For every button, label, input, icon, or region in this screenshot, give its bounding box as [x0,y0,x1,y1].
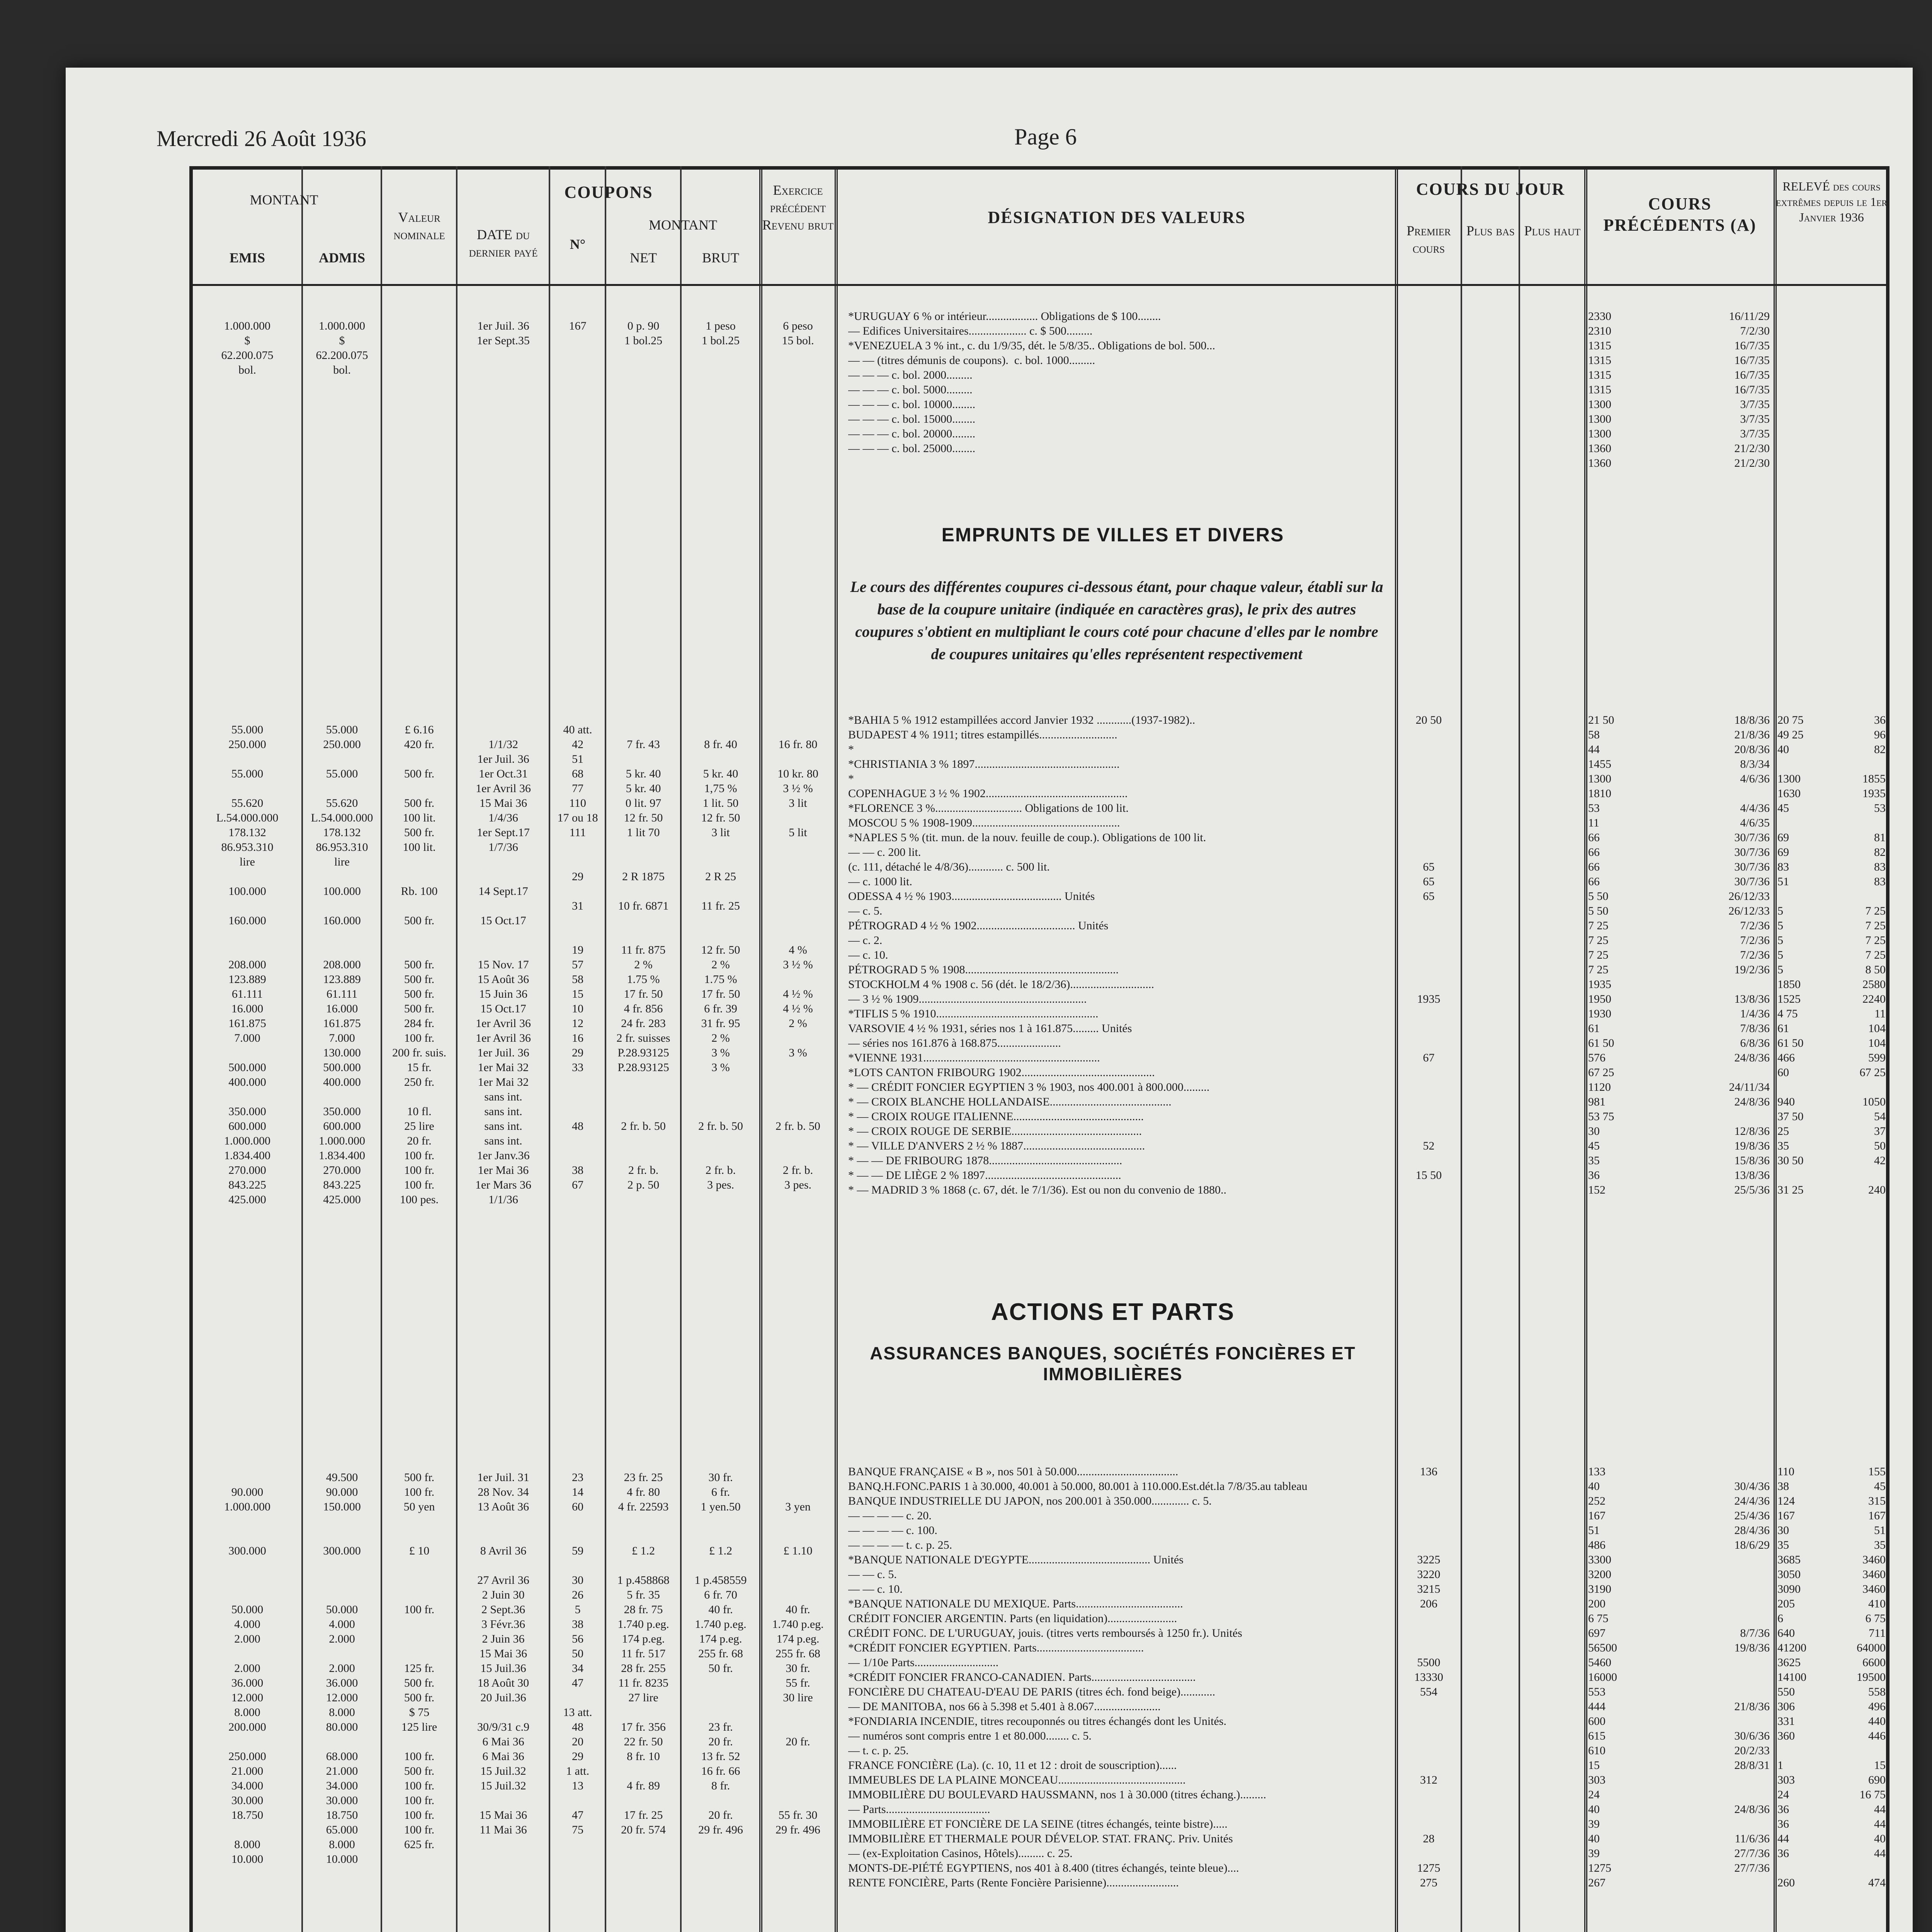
block3-admis: 49.500 90.000 150.000 300.000 50.000 4.000 2.000 2.000 36.000 12.000 8.000 80.000 68.000 21.000 34.000 30.000 18.750 65.000 8.000 10.000 [323,1471,361,1866]
block3-exercice: 3 yen £ 1.10 40 fr. 1.740 p.eg. 174 p.eg. 255 fr. 68 30 fr. 55 fr. 30 lire 20 fr. 55 fr. 30 29 fr. 496 [772,1500,824,1836]
header-releve: RELEVÉ des cours extrêmes depuis le 1er Janvier 1936 [1776,179,1888,224]
header-plus-bas: Plus bas [1466,223,1515,238]
block2-net: 7 fr. 43 5 kr. 40 5 kr. 40 0 lit. 97 12 fr. 50 1 lit 70 2 R 1875 10 fr. 6871 11 fr. 875 2 % 1.75 % 17 fr. 50 4 fr. 856 24 fr. 283 2 fr. suisses P.28.93125 P.28.93125 2 fr. b. 50 2 fr. b. 2 p. 50 [616,738,670,1191]
header-designation: DÉSIGNATION DES VALEURS [988,208,1246,227]
header-admis: ADMIS [318,250,365,265]
block1-brut: 1 peso 1 bol.25 [701,320,740,347]
block3-num: 23 14 60 59 30 26 5 38 56 50 34 47 13 att. 48 20 29 1 att. 13 47 75 [563,1471,592,1836]
block3-designation: BANQUE FRANÇAISE « B », nos 501 à 50.000................................... BANQ.H.FONC.PARIS 1 à 30.000, 40.001 à 50.000, 80.001 à 110.000.Est.dét.la 7/8/35.au tableau BANQUE INDUSTRIELLE DU JAPON, nos 200.001 à 350.000............. c. 5. — — — — c. 20. — — — — c. 100. — — — — t. c. p. 25. *BANQUE NATIONALE D'EGYPTE.......................................... Unités — — c. 5. — — c. 10. *BANQUE NATIONALE DU MEXIQUE. Parts..................................... CRÉDIT FONCIER ARGENTIN. Parts (en liquidation)........................ CRÉDIT FONC. DE L'URUGUAY, jouis. (titres verts remboursés à 1250 fr.). Unités *CRÉDIT FONCIER EGYPTIEN. Parts..................................... — 1/10e Parts............................. *CRÉDIT FONCIER FRANCO-CANADIEN. Parts.................................... FONCIÈRE DU CHATEAU-D'EAU DE PARIS (titres éch. fond beige)............ — DE MANITOBA, nos 66 à 5.398 et 5.401 à 8.067....................... *FONDIARIA INCENDIE, titres recouponnés ou titres échangés dont les Unités. — numéros sont compris entre 1 et 80.000........ c. 5. — t. c. p. 25. FRANCE FONCIÈRE (La). (c. 10, 11 et 12 : droit de souscription)...... IMMEUBLES DE LA PLAINE MONCEAU............................................ IMMOBILIÈRE DU BOULEVARD HAUSSMANN, nos 1 à 30.000 (titres échang.)......... — Parts.................................... IMMOBILIÈRE ET FONCIÈRE DE LA SEINE (titres échangés, teinte bistre)..... IMMOBILIÈRE ET THERMALE POUR DÉVELOP. STAT. FRANÇ. Priv. Unités — (ex-Exploitation Casinos, Hôtels)......... c. 25. MONTS-DE-PIÉTÉ EGYPTIENS, nos 401 à 8.400 (titres échangés, teinte bleue).... RENTE FONCIÈRE, Parts (Rente Foncière Parisienne)......................... [848,1465,1308,1889]
block3-releve-haut: 155 45 315 167 51 35 3460 3460 3460 410 6 75 711 64000 6600 19500 558 496 440 446 15 690 16 75 44 44 40 44 474 [1857,1465,1886,1889]
col-sep [1774,166,1777,1932]
col-sep [1584,166,1587,1932]
header-cours-du-jour: COURS DU JOUR [1416,180,1565,199]
block2-date: 1/1/32 1er Juil. 36 1er Oct.31 1er Avril 36 15 Mai 36 1/4/36 1er Sept.17 1/7/36 14 Sept.17 15 Oct.17 15 Nov. 17 15 Août 36 15 Juin 36 15 Oct.17 1er Avril 36 1er Avril 36 1er Juil. 36 1er Mai 32 1er Mai 32 sans int. sans int. sans int. sans int. 1er Janv.36 1er Mai 36 1er Mars 36 1/1/36 [475,738,531,1206]
block2-admis: 55.000 250.000 55.000 55.620 L.54.000.000 178.132 86.953.310 lire 100.000 160.000 208.000 123.889 61.111 16.000 161.875 7.000 130.000 500.000 400.000 350.000 600.000 1.000.000 1.834.400 270.000 843.225 425.000 [311,723,373,1206]
block2-premier-cours: 20 50 65 65 65 1935 67 52 15 50 [1415,714,1442,1182]
block1-releve-date: 16/11/29 7/2/30 16/7/35 16/7/35 16/7/35 16/7/35 3/7/35 3/7/35 3/7/35 21/2/30 21/2/30 [1729,310,1770,469]
block1-exercice: 6 peso 15 bol. [782,320,814,347]
col-sep [456,166,457,1932]
block2-designation: *BAHIA 5 % 1912 estampillées accord Janvier 1932 ............(1937-1982).. BUDAPEST 4 % 1911; titres estampillés........................... * *CHRISTIANIA 3 % 1897.................................................. * COPENHAGUE 3 ½ % 1902................................................. *FLORENCE 3 %.............................. Obligations de 100 lit. MOSCOU 5 % 1908-1909................................................... *NAPLES 5 % (tit. mun. de la nouv. feuille de coup.). Obligations de 100 lit. — — c. 200 lit. (c. 111, détaché le 4/8/36)............ c. 500 lit. — c. 1000 lit. ODESSA 4 ½ % 1903...................................... Unités — c. 5. PÉTROGRAD 4 ½ % 1902.................................. Unités — c. 2. — c. 10. PÉTROGRAD 5 % 1908..................................................... STOCKHOLM 4 % 1908 c. 56 (dét. le 18/2/36)............................. — 3 ½ % 1909.......................................................... *TIFLIS 5 % 1910........................................................ VARSOVIE 4 ½ % 1931, séries nos 1 à 161.875......... Unités — séries nos 161.876 à 168.875...................... *VIENNE 1931............................................................. *LOTS CANTON FRIBOURG 1902.............................................. * — CRÉDIT FONCIER EGYPTIEN 3 % 1903, nos 400.001 à 800.000......... * — CROIX BLANCHE HOLLANDAISE.......................................... * — CROIX ROUGE ITALIENNE............................................. * — CROIX ROUGE DE SERBIE............................................. * — VILLE D'ANVERS 2 ½ % 1887.......................................... * — — DE FRIBOURG 1878.............................................. * — — DE LIÈGE 2 % 1897............................................... * — MADRID 3 % 1868 (c. 67, dét. le 7/1/36). Est ou non du convenio de 1880.. [848,714,1227,1196]
block1-precedents: 2330 2310 1315 1315 1315 1315 1300 1300 1300 1360 1360 [1588,310,1611,469]
header-numero: N° [570,236,586,252]
block1-net: 0 p. 90 1 bol.25 [624,320,663,347]
header-brut: BRUT [702,250,739,265]
section-assurances: ASSURANCES BANQUES, SOCIÉTÉS FONCIÈRES ET IMMOBILIÈRES [870,1343,1356,1384]
header-exercice: Exercice précédent Revenu brut [762,182,834,233]
col-sep [835,166,838,1932]
header-plus-haut: Plus haut [1524,223,1581,238]
block3-releve-date: 30/4/36 24/4/36 25/4/36 28/4/36 18/6/29 8/7/36 19/8/36 21/8/36 30/6/36 20/2/33 28/8/31 24/8/36 11/6/36 27/7/36 27/7/36 [1734,1480,1770,1874]
section-emprunts: EMPRUNTS DE VILLES ET DIVERS [941,524,1284,546]
header-montant-coupon: MONTANT [648,217,718,233]
col-sep [1461,166,1462,1932]
block3-precedents: 133 40 252 167 51 486 3300 3200 3190 200 6 75 697 56500 5460 16000 553 444 600 615 610 15 303 24 40 39 40 39 1275 267 [1588,1465,1617,1889]
page-date: Mercredi 26 Août 1936 [156,126,366,151]
header-nominal: Valeur nominale [393,209,445,242]
header-coupons: COUPONS [564,183,653,202]
section-actions: ACTIONS ET PARTS [991,1299,1235,1325]
col-sep [549,166,550,1932]
block2-nominal: £ 6.16 420 fr. 500 fr. 500 fr. 100 lit. 500 fr. 100 lit. Rb. 100 500 fr. 500 fr. 500 fr. 500 fr. 500 fr. 284 fr. 100 fr. 200 fr. suis. 15 fr. 250 fr. 10 fl. 25 lire 20 fr. 100 fr. 100 fr. 100 fr. 100 pes. [392,723,446,1206]
block3-premier-cours: 136 3225 3220 3215 206 5500 13330 554 312 28 1275 275 [1414,1465,1443,1889]
block3-date: 1er Juil. 31 28 Nov. 34 13 Août 36 8 Avril 36 27 Avril 36 2 Juin 30 2 Sept.36 3 Févr.36 2 Juin 36 15 Mai 36 15 Juil.36 18 Août 30 20 Juil.36 30/9/31 c.9 6 Mai 36 6 Mai 36 15 Juil.32 15 Juil.32 15 Mai 36 11 Mai 36 [477,1471,529,1836]
block1-emis: 1.000.000 $ 62.200.075 bol. [221,320,274,376]
header-date-paye: DATE du dernier payé [469,227,538,260]
block2-exercice: 16 fr. 80 10 kr. 80 3 ½ % 3 lit 5 lit 4 % 3 ½ % 4 ½ % 4 ½ % 2 % 3 % 2 fr. b. 50 2 fr. b. 3 pes. [776,738,820,1191]
col-sep [605,166,606,1932]
header-net: NET [630,250,657,265]
header-rule [189,284,1889,286]
block1-admis: 1.000.000 $ 62.200.075 bol. [316,320,368,376]
block3-emis: 90.000 1.000.000 300.000 50.000 4.000 2.000 2.000 36.000 12.000 8.000 200.000 250.000 21.000 34.000 30.000 18.750 8.000 10.000 [224,1486,270,1866]
emprunts-note: Le cours des différentes coupures ci-dessous étant, pour chaque valeur, établi sur la base de la coupure unitaire (indiquée en caractères gras), le prix des autres coupures s'obtient en multipliant le cours coté pour chacune d'elles par le nombre de coupures unitaires qu'elles représentent respectivement [850,578,1383,663]
col-sep [381,166,382,1932]
block2-releve-haut: 36 96 82 1855 1935 53 81 82 83 83 7 25 7 25 7 25 7 25 8 50 2580 2240 11 104 104 599 67 25 1050 54 37 50 42 240 [1859,714,1886,1196]
header-cours-precedents: COURS PRÉCÉDENTS (A) [1603,194,1757,235]
block2-emis: 55.000 250.000 55.000 55.620 L.54.000.000 178.132 86.953.310 lire 100.000 160.000 208.000 123.889 61.111 16.000 161.875 7.000 500.000 400.000 350.000 600.000 1.000.000 1.834.400 270.000 843.225 425.000 [216,723,279,1206]
block1-designation: *URUGUAY 6 % or intérieur.................. Obligations de $ 100........ — Edifices Universitaires.................... c. $ 500......... *VENEZUELA 3 % int., c. du 1/9/35, dét. le 5/8/35.. Obligations de bol. 500... — — (titres démunis de coupons). c. bol. 1000......... — — — c. bol. 2000......... — — — c. bol. 5000......... — — — c. bol. 10000........ — — — c. bol. 15000........ — — — c. bol. 20000........ — — — c. bol. 25000........ [848,310,1215,455]
block2-brut: 8 fr. 40 5 kr. 40 1,75 % 1 lit. 50 12 fr. 50 3 lit 2 R 25 11 fr. 25 12 fr. 50 2 % 1.75 % 17 fr. 50 6 fr. 39 31 fr. 95 2 % 3 % 3 % 2 fr. b. 50 2 fr. b. 3 pes. [698,738,743,1191]
block3-net: 23 fr. 25 4 fr. 80 4 fr. 22593 £ 1.2 1 p.458868 5 fr. 35 28 fr. 75 1.740 p.eg. 174 p.eg. 11 fr. 517 28 fr. 255 11 fr. 8235 27 lire 17 fr. 356 22 fr. 50 8 fr. 10 4 fr. 89 17 fr. 25 20 fr. 574 [617,1471,670,1836]
block3-nominal: 500 fr. 100 fr. 50 yen £ 10 100 fr. 125 fr. 500 fr. 500 fr. $ 75 125 lire 100 fr. 500 fr. 100 fr. 100 fr. 100 fr. 100 fr. 625 fr. [401,1471,437,1851]
block3-brut: 30 fr. 6 fr. 1 yen.50 £ 1.2 1 p.458559 6 fr. 70 40 fr. 1.740 p.eg. 174 p.eg. 255 fr. 68 50 fr. 23 fr. 20 fr. 13 fr. 52 16 fr. 66 8 fr. 20 fr. 29 fr. 496 [694,1471,747,1836]
header-emis: EMIS [229,250,265,265]
header-premier-cours: Premier cours [1406,223,1451,256]
block2-precedents: 21 50 58 44 1455 1300 1810 53 11 66 66 66 66 5 50 5 50 7 25 7 25 7 25 7 25 1935 1950 1930 61 61 50 576 67 25 1120 981 53 75 30 45 35 36 152 [1588,714,1614,1196]
block3-releve-bas: 110 38 124 167 30 35 3685 3050 3090 205 6 640 41200 3625 14100 550 306 331 360 1 303 24 36 36 44 36 260 [1777,1465,1806,1889]
header-montant: MONTANT [250,192,318,207]
col-sep [301,166,303,1932]
col-sep [680,166,682,1932]
block1-date: 1er Juil. 36 1er Sept.35 [477,320,530,347]
page-number: Page 6 [1014,124,1077,150]
block2-releve-date: 18/8/36 21/8/36 20/8/36 8/3/34 4/6/36 4/4/36 4/6/35 30/7/36 30/7/36 30/7/36 30/7/36 26/12/33 26/12/33 7/2/36 7/2/36 7/2/36 19/2/36 13/8/36 1/4/36 7/8/36 6/8/36 24/8/36 24/11/34 24/8/36 12/8/36 19/8/36 15/8/36 13/8/36 25/5/36 [1728,714,1770,1196]
block1-num: 167 [569,320,587,332]
block2-num: 40 att. 42 51 68 77 110 17 ou 18 111 29 31 19 57 58 15 10 12 16 29 33 48 38 67 [557,723,598,1191]
col-sep [1519,166,1520,1932]
block2-releve-bas: 20 75 49 25 40 1300 1630 45 69 69 83 51 5 5 5 5 5 1850 1525 4 75 61 61 50 466 60 940 37 50 25 35 30 50 31 25 [1777,714,1804,1196]
